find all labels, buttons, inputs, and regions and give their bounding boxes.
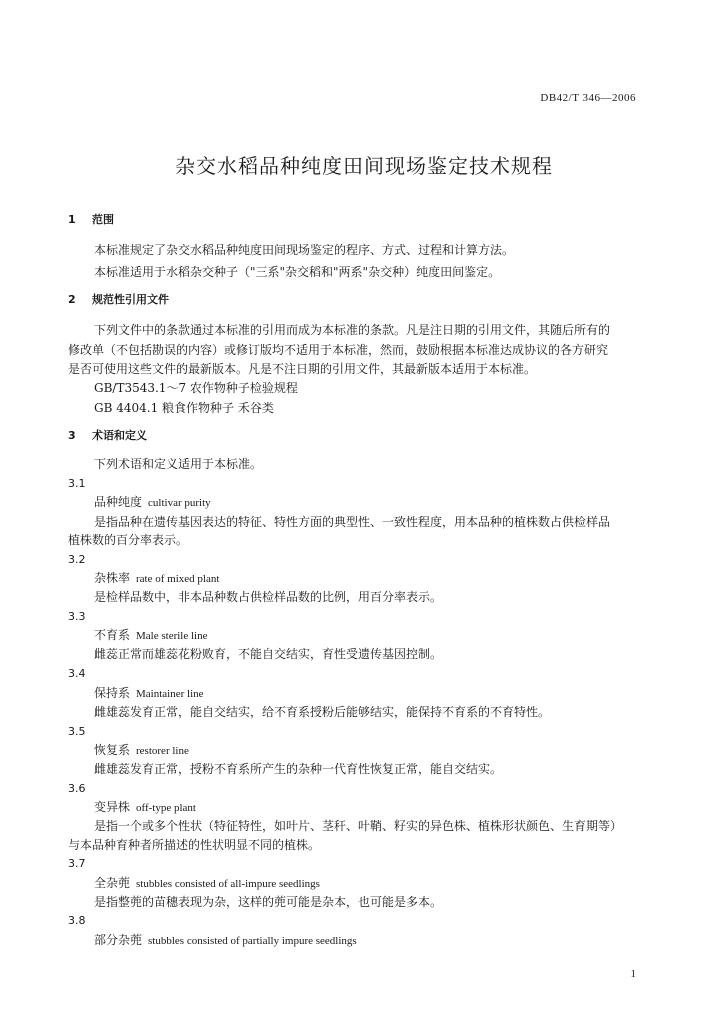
- term-definition: 是指品种在遗传基因表达的特征、特性方面的典型性、一致性程度，用本品种的植株数占供检样品: [94, 515, 611, 529]
- page-number: 1: [630, 968, 636, 980]
- term-heading: [94, 570, 219, 587]
- section-title: 规范性引用文件: [92, 293, 169, 306]
- term-zh: 变异株: [94, 800, 131, 814]
- section-2-heading: [68, 292, 169, 308]
- term-definition: 是指一个或多个性状（特征特性，如叶片、茎秆、叶鞘、籽实的异色株、植株形状颜色、生育期等）: [94, 819, 623, 833]
- term-heading: [94, 685, 204, 702]
- section-number: 3: [68, 429, 76, 442]
- paragraph-continued: 修改单（不包括勘误的内容）或修订版均不适用于本标准，然而，鼓励根据本标准达成协议的各方研究: [68, 343, 609, 357]
- paragraph-continued: 是否可使用这些文件的最新版本。凡是不注日期的引用文件，其最新版本适用于本标准。: [68, 362, 537, 376]
- reference-item: GB/T3543.1～7 农作物种子检验规程: [94, 381, 298, 395]
- term-number: 3.5: [68, 725, 86, 738]
- section-1-heading: [68, 212, 114, 228]
- term-en: restorer line: [136, 745, 189, 757]
- term-zh: 不育系: [94, 628, 131, 642]
- document-title: 杂交水稻品种纯度田间现场鉴定技术规程: [175, 154, 553, 178]
- term-en: rate of mixed plant: [136, 573, 220, 585]
- term-zh: 杂株率: [94, 571, 131, 585]
- term-en: off-type plant: [136, 802, 196, 814]
- term-definition-continued: 植株数的百分率表示。: [68, 533, 189, 547]
- term-heading: [94, 494, 211, 511]
- term-heading: [94, 932, 357, 949]
- term-en: Maintainer line: [136, 688, 204, 700]
- term-number: 3.8: [68, 914, 86, 927]
- term-heading: [94, 875, 320, 892]
- section-3-heading: [68, 428, 147, 444]
- paragraph: 下列术语和定义适用于本标准。: [94, 457, 263, 471]
- term-en: stubbles consisted of partially impure seedlings: [148, 935, 357, 947]
- term-definition: 雌雄蕊发育正常，能自交结实，给不育系授粉后能够结实，能保持不育系的不育特性。: [94, 705, 551, 719]
- section-title: 范围: [92, 213, 114, 226]
- section-title: 术语和定义: [92, 429, 147, 442]
- term-number: 3.6: [68, 782, 86, 795]
- section-number: 1: [68, 213, 76, 226]
- term-number: 3.1: [68, 477, 86, 490]
- paragraph: 本标准规定了杂交水稻品种纯度田间现场鉴定的程序、方式、过程和计算方法。: [94, 243, 515, 257]
- term-en: cultivar purity: [148, 497, 211, 509]
- term-heading: [94, 742, 189, 759]
- standard-code: DB42/T 346—2006: [540, 92, 636, 104]
- term-zh: 全杂蔸: [94, 876, 131, 890]
- term-definition: 雌蕊正常而雄蕊花粉败育，不能自交结实，育性受遗传基因控制。: [94, 647, 443, 661]
- reference-item: GB 4404.1 粮食作物种子 禾谷类: [94, 401, 274, 415]
- term-zh: 保持系: [94, 686, 131, 700]
- term-number: 3.4: [68, 667, 86, 680]
- term-heading: [94, 627, 208, 644]
- paragraph: 本标准适用于水稻杂交种子（"三系"杂交稻和"两系"杂交种）纯度田间鉴定。: [94, 265, 501, 279]
- term-number: 3.3: [68, 610, 86, 623]
- section-number: 2: [68, 293, 76, 306]
- term-en: Male sterile line: [136, 630, 208, 642]
- term-heading: [94, 799, 196, 816]
- paragraph: 下列文件中的条款通过本标准的引用而成为本标准的条款。凡是注日期的引用文件，其随后所有的: [94, 323, 611, 337]
- term-definition: 是检样品数中，非本品种数占供检样品数的比例，用百分率表示。: [94, 590, 443, 604]
- term-zh: 恢复系: [94, 743, 131, 757]
- term-zh: 部分杂蔸: [94, 933, 143, 947]
- term-definition-continued: 与本品种育种者所描述的性状明显不同的植株。: [68, 838, 321, 852]
- term-en: stubbles consisted of all-impure seedlings: [136, 878, 320, 890]
- term-definition: 雌雄蕊发育正常，授粉不育系所产生的杂种一代育性恢复正常，能自交结实。: [94, 762, 503, 776]
- term-zh: 品种纯度: [94, 495, 143, 509]
- term-number: 3.2: [68, 553, 86, 566]
- term-number: 3.7: [68, 857, 86, 870]
- term-definition: 是指整蔸的苗穗表现为杂，这样的蔸可能是杂本，也可能是多本。: [94, 895, 443, 909]
